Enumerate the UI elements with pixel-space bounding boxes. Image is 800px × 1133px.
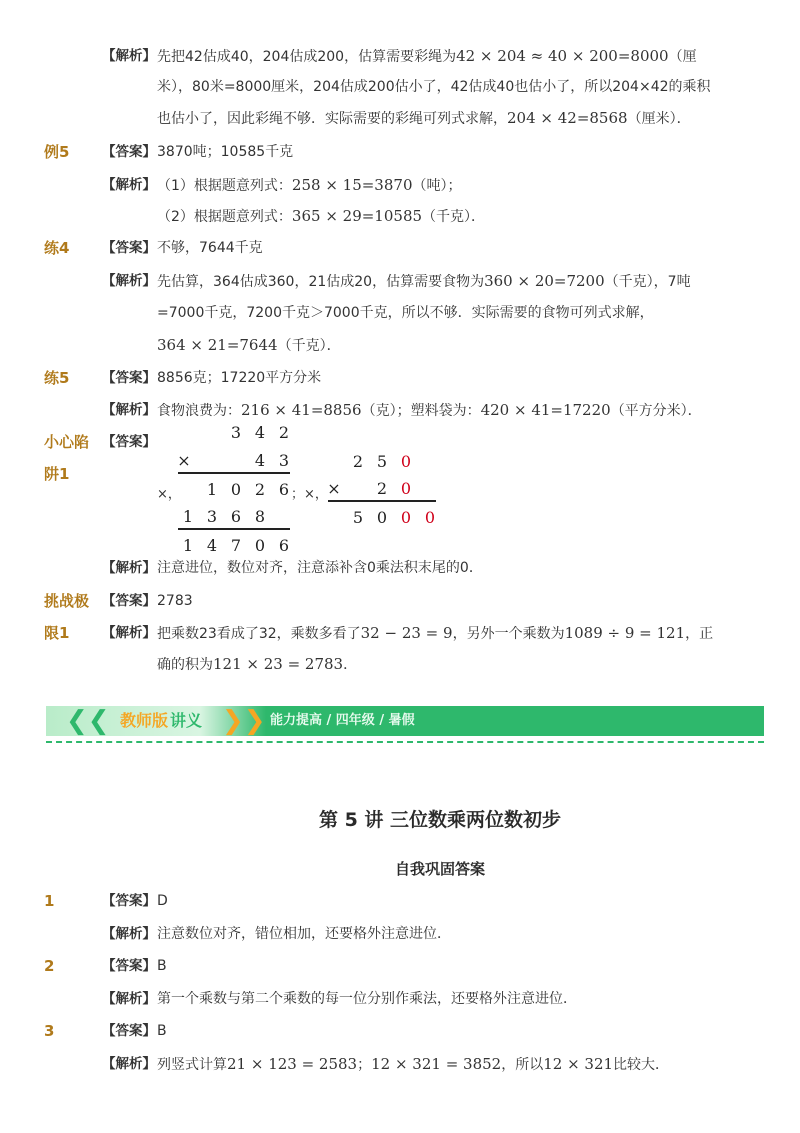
- text-segment: （克）；塑料袋为：: [361, 403, 481, 419]
- math-expression: 365 × 29=10585: [291, 207, 423, 225]
- practice-5-answer: [0, 364, 800, 392]
- text-segment: ；: [357, 1057, 372, 1073]
- practice-4-analysis-2: [0, 299, 800, 327]
- item-2-analysis: [0, 985, 800, 1013]
- problem-label: 挑战极: [44, 592, 90, 610]
- digit: 2: [278, 423, 290, 442]
- problem-number: 3: [44, 1022, 55, 1040]
- math-expression: 21 × 123 = 2583: [227, 1055, 358, 1073]
- double-chevron-right-icon: ❯❯: [222, 706, 266, 736]
- example-5-analysis-1: [0, 171, 800, 199]
- analysis-text: [157, 331, 341, 360]
- challenge-1-analysis-1: [0, 619, 800, 647]
- text-segment: ，正: [685, 626, 714, 642]
- answer-tag: 【答案】: [102, 893, 156, 909]
- text-segment: 也估小了，因此彩绳不够．实际需要的彩绳可列式求解，: [157, 111, 507, 127]
- practice-4-analysis-1: [0, 267, 800, 295]
- text-segment: （1）根据题意列式：: [157, 178, 292, 194]
- analysis-tag: 【解析】: [102, 560, 156, 576]
- analysis-text: 第一个乘数与第二个乘数的每一位分别作乘法，还要格外注意进位．: [157, 991, 577, 1007]
- problem-label: 练5: [44, 369, 70, 387]
- example-5-answer: [0, 138, 800, 166]
- rule-line: [328, 500, 436, 502]
- digit: 2: [376, 479, 388, 498]
- prev-analysis-line-1: [0, 42, 800, 70]
- text-segment: 食物浪费为：: [157, 403, 241, 419]
- double-chevron-left-icon: ❮❮: [66, 706, 110, 736]
- item-2-answer: [0, 952, 800, 980]
- banner-dashed-divider: [46, 741, 764, 743]
- analysis-text: [157, 1050, 669, 1079]
- text-segment: （千克），7吨: [604, 274, 691, 290]
- text-segment: （厘: [668, 49, 697, 65]
- text-segment: ，另外一个乘数为: [452, 626, 565, 642]
- math-expression: 1089 ÷ 9 = 121: [564, 624, 686, 642]
- practice-5-analysis: [0, 396, 800, 424]
- digit: 2: [352, 452, 364, 471]
- text-segment: 列竖式计算: [157, 1057, 227, 1073]
- rule-line: [178, 472, 290, 474]
- mark-text: ×，: [157, 487, 181, 502]
- text-segment: 确的积为: [157, 657, 213, 673]
- analysis-text: [157, 42, 697, 71]
- answer-text: D: [157, 893, 168, 909]
- digit: 4: [254, 451, 266, 470]
- digit: 5: [376, 452, 388, 471]
- prev-analysis-line-2: [0, 73, 800, 101]
- answer-text: 不够，7644千克: [157, 240, 263, 256]
- text-segment: （2）根据题意列式：: [157, 209, 292, 225]
- digit: 1: [206, 480, 218, 499]
- math-expression: 364 × 21=7644: [157, 336, 278, 354]
- text-segment: 先估算，364估成360，21估成20，估算需要食物为: [157, 274, 485, 290]
- text-segment: 先把42估成40，204估成200，估算需要彩绳为: [157, 49, 457, 65]
- analysis-text: [157, 396, 702, 425]
- answer-tag: 【答案】: [102, 434, 156, 450]
- problem-label: 限1: [44, 624, 70, 642]
- answer-text: B: [157, 1023, 167, 1039]
- digit: 1: [182, 536, 194, 555]
- example-5-analysis-2: [0, 202, 800, 230]
- text-segment: （平方分米）．: [610, 403, 702, 419]
- digit-red: 0: [400, 452, 412, 471]
- banner-title: 教师版: [120, 711, 169, 730]
- digit: 3: [230, 423, 242, 442]
- digit: 0: [254, 536, 266, 555]
- text-segment: （千克）．: [422, 209, 486, 225]
- challenge-1-analysis-2: [0, 650, 800, 678]
- analysis-text: [157, 267, 691, 296]
- math-expression: 12 × 321 = 3852: [371, 1055, 502, 1073]
- digit: 3: [278, 451, 290, 470]
- math-expression: 420 × 41=17220: [480, 401, 611, 419]
- math-expression: 204 × 42=8568: [507, 109, 628, 127]
- banner-title-suffix: 讲义: [170, 711, 203, 730]
- text-segment: （千克）．: [277, 338, 341, 354]
- digit: 7: [230, 536, 242, 555]
- problem-label: 例5: [44, 143, 70, 161]
- rule-line: [178, 528, 290, 530]
- math-expression: 42 × 204 ≈ 40 × 200=8000: [456, 47, 669, 65]
- problem-label: 阱1: [44, 465, 70, 483]
- digit: 6: [278, 480, 290, 499]
- math-expression: 360 × 20=7200: [484, 272, 605, 290]
- digit: 0: [376, 508, 388, 527]
- problem-label: 练4: [44, 239, 70, 257]
- item-1-answer: [0, 887, 800, 915]
- digit-red: 0: [400, 508, 412, 527]
- lecture-title: 第 5 讲 三位数乘两位数初步: [318, 809, 562, 831]
- digit: 2: [254, 480, 266, 499]
- digit: 8: [254, 507, 266, 526]
- banner-breadcrumb: 能力提高 / 四年级 / 暑假: [270, 713, 415, 728]
- item-3-answer: [0, 1017, 800, 1045]
- multiply-sign: ×: [177, 451, 191, 470]
- answer-tag: 【答案】: [102, 593, 156, 609]
- answer-text: 3870吨；10585千克: [157, 144, 294, 160]
- digit: 6: [278, 536, 290, 555]
- math-expression: 258 × 15=3870: [291, 176, 413, 194]
- digit: 4: [254, 423, 266, 442]
- analysis-text: 注意进位，数位对齐，注意添补含0乘法积末尾的0．: [157, 560, 483, 576]
- analysis-text: [157, 104, 691, 133]
- analysis-tag: 【解析】: [102, 926, 156, 942]
- digit: 5: [352, 508, 364, 527]
- digit: 6: [230, 507, 242, 526]
- prev-analysis-line-3: [0, 104, 800, 132]
- item-1-analysis: [0, 920, 800, 948]
- analysis-text: [157, 202, 485, 231]
- answer-text: B: [157, 958, 167, 974]
- answer-tag: 【答案】: [102, 240, 156, 256]
- text-segment: （厘米）．: [627, 111, 691, 127]
- answer-text: 8856克；17220平方分米: [157, 370, 322, 386]
- mark-text: ；×，: [291, 487, 328, 502]
- practice-4-analysis-3: [0, 331, 800, 359]
- digit: 4: [206, 536, 218, 555]
- item-3-analysis: [0, 1050, 800, 1078]
- section-subtitle: 自我巩固答案: [394, 860, 485, 878]
- answer-tag: 【答案】: [102, 370, 156, 386]
- digit-red: 0: [400, 479, 412, 498]
- analysis-text: [157, 171, 462, 200]
- analysis-tag: 【解析】: [102, 177, 156, 193]
- problem-label: 小心陷: [44, 433, 90, 451]
- text-segment: 把乘数23看成了32，乘数多看了: [157, 626, 361, 642]
- text-segment: ，所以: [501, 1057, 544, 1073]
- answer-tag: 【答案】: [102, 144, 156, 160]
- analysis-text: [157, 619, 713, 648]
- answer-text: 2783: [157, 593, 193, 609]
- answer-tag: 【答案】: [102, 1023, 156, 1039]
- text-segment: ．: [343, 657, 358, 673]
- math-expression: 32 − 23 = 9: [360, 624, 453, 642]
- digit: 0: [230, 480, 242, 499]
- math-expression: 121 × 23 = 2783: [213, 655, 344, 673]
- answer-tag: 【答案】: [102, 958, 156, 974]
- math-expression: 12 × 321: [543, 1055, 614, 1073]
- digit-red: 0: [424, 508, 436, 527]
- math-expression: 216 × 41=8856: [241, 401, 362, 419]
- analysis-tag: 【解析】: [102, 625, 156, 641]
- analysis-text: =7000千克，7200千克＞7000千克，所以不够．实际需要的食物可列式求解，: [157, 305, 654, 321]
- trap-1-analysis: [0, 554, 800, 582]
- analysis-text: [157, 650, 357, 679]
- analysis-tag: 【解析】: [102, 1056, 156, 1072]
- analysis-tag: 【解析】: [102, 48, 156, 64]
- challenge-1-answer: [0, 587, 800, 615]
- analysis-tag: 【解析】: [102, 402, 156, 418]
- practice-4-answer: [0, 234, 800, 262]
- text-segment: （吨）；: [412, 178, 462, 194]
- analysis-tag: 【解析】: [102, 273, 156, 289]
- analysis-text: 注意数位对齐，错位相加，还要格外注意进位．: [157, 926, 451, 942]
- problem-number: 2: [44, 957, 55, 975]
- multiply-sign: ×: [327, 479, 341, 498]
- digit: 3: [206, 507, 218, 526]
- digit: 1: [182, 507, 194, 526]
- analysis-text: 米），80米=8000厘米，204估成200估小了，42估成40也估小了，所以204×42的乘积: [157, 79, 711, 95]
- text-segment: 比较大．: [613, 1057, 670, 1073]
- problem-number: 1: [44, 892, 55, 910]
- analysis-tag: 【解析】: [102, 991, 156, 1007]
